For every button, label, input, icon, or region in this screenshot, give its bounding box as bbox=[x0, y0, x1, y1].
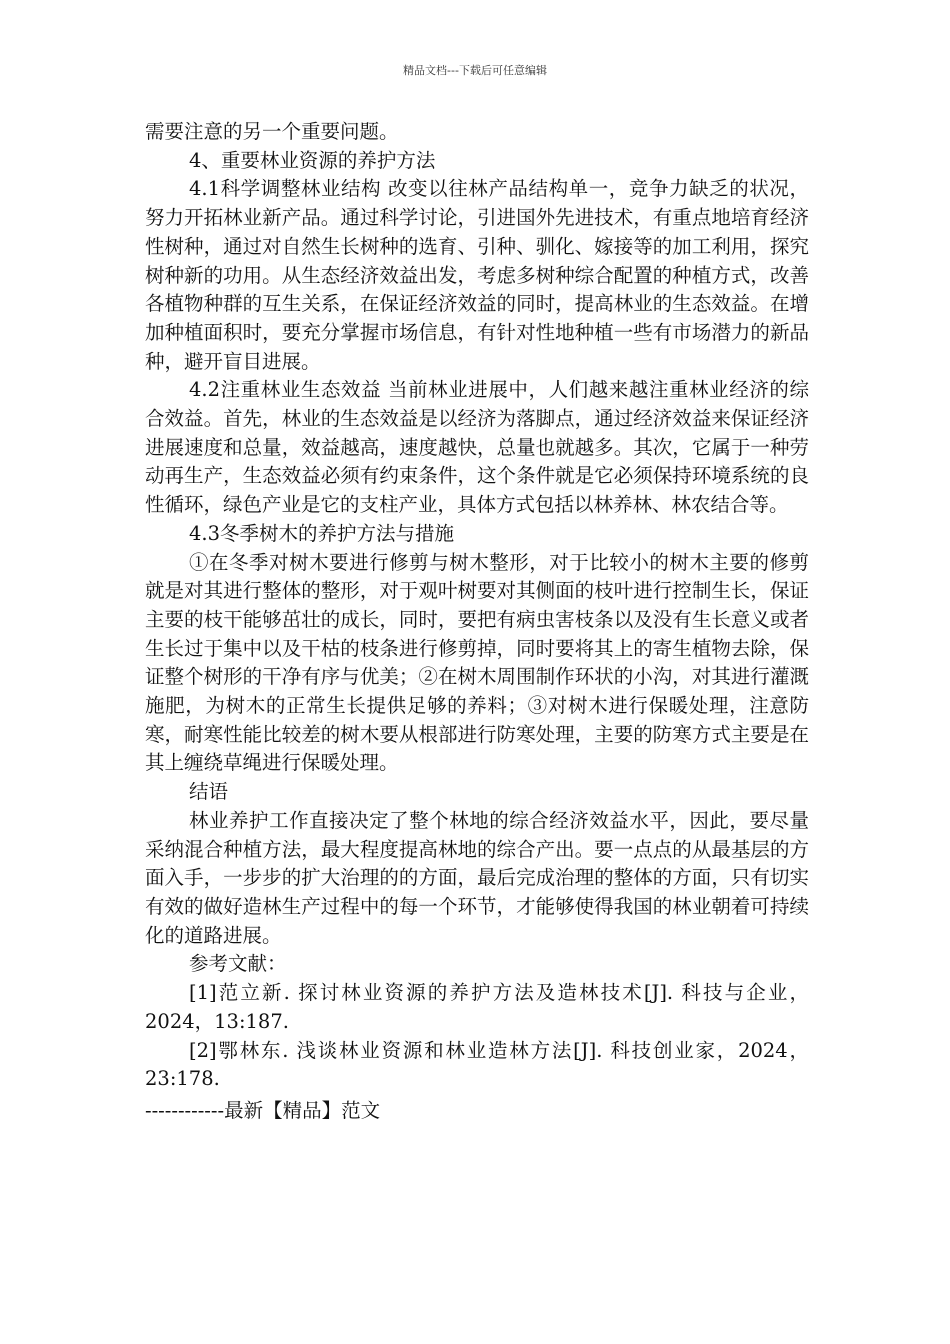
section-heading-4: 4、重要林业资源的养护方法 bbox=[189, 148, 436, 172]
document-body bbox=[145, 118, 809, 1094]
subsection-heading-4-3: 4.3冬季树木的养护方法与措施 bbox=[189, 521, 455, 545]
references-heading: 参考文献： bbox=[189, 952, 287, 976]
paragraph-continuation: 需要注意的另一个重要问题。 bbox=[145, 120, 399, 143]
paragraph-4-2: 4.2注重林业生态效益 当前林业进展中，人们越来越注重林业经济的综合效益。首先，林业的生态效益是以经济为落脚点，通过经济效益来保证经济进展速度和总量，效益越高，速度越快，总量也就越多。其次，它属于一种劳动再生产，生态效益必须有约束条件，这个条件就是它必须保持环境系统的良性循环，绿色产业是它的支柱产业，具体方式包括以林养林、林农结合等。 bbox=[145, 378, 809, 517]
page-header: 精品文档---下载后可任意编辑 bbox=[403, 64, 547, 77]
reference-item-1: [1]范立新. 探讨林业资源的养护方法及造林技术[J]. 科技与企业，2024，13:187. bbox=[145, 981, 809, 1033]
footer-tagline: ------------最新【精品】范文 bbox=[145, 1099, 381, 1122]
paragraph-4-1: 4.1科学调整林业结构 改变以往林产品结构单一，竞争力缺乏的状况，努力开拓林业新产品。通过科学讨论，引进国外先进技术，有重点地培育经济性树种，通过对自然生长树种的选育、引种、驯化、嫁接等的加工利用，探究树种新的功用。从生态经济效益出发，考虑多树种综合配置的种植方式，改善各植物种群的互生关系，在保证经济效益的同时，提高林业的生态效益。在增加种植面积时，要充分掌握市场信息，有针对性地种植一些有市场潜力的新品种，避开盲目进展。 bbox=[145, 177, 809, 373]
reference-item-2: [2]鄂林东. 浅谈林业资源和林业造林方法[J]. 科技创业家，2024，23:178. bbox=[145, 1038, 809, 1091]
conclusion-heading: 结语 bbox=[189, 780, 229, 804]
paragraph-4-3-measures: ①在冬季对树木要进行修剪与树木整形，对于比较小的树木主要的修剪就是对其进行整体的整形，对于观叶树要对其侧面的枝叶进行控制生长，保证主要的枝干能够茁壮的成长，同时，要把有病虫害枝条以及没有生长意义或者生长过于集中以及干枯的枝条进行修剪掉，同时要将其上的寄生植物去除，保证整个树形的干净有序与优美；②在树木周围制作环状的小沟，对其进行灌溉施肥，为树木的正常生长提供足够的养料；③对树木进行保暖处理，注意防寒，耐寒性能比较差的树木要从根部进行防寒处理，主要的防寒方式主要是在其上缠绕草绳进行保暖处理。 bbox=[145, 550, 809, 775]
conclusion-paragraph: 林业养护工作直接决定了整个林地的综合经济效益水平，因此，要尽量采纳混合种植方法，最大程度提高林地的综合产出。要一点点的从最基层的方面入手，一步步的扩大治理的的方面，最后完成治理的整体的方面，只有切实有效的做好造林生产过程中的每一个环节，才能够使得我国的林业朝着可持续化的道路进展。 bbox=[145, 808, 809, 947]
